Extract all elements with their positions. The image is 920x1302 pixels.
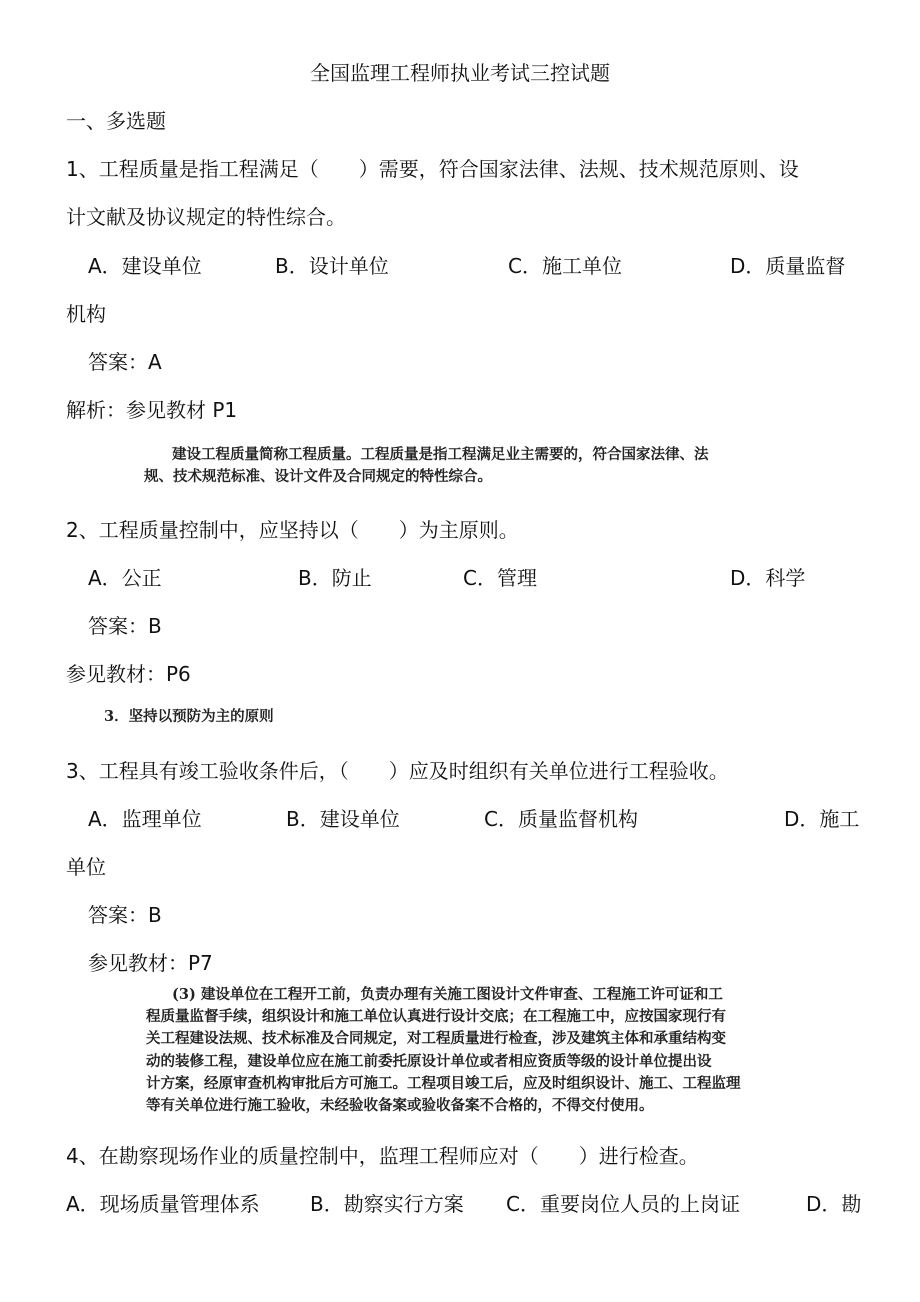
q3-textbook-excerpt xyxy=(146,984,741,1117)
q3-option-b: B．建设单位 xyxy=(286,807,400,831)
q1-textbook-excerpt xyxy=(144,444,709,488)
q2-option-b: B．防止 xyxy=(298,566,372,590)
q2-option-c: C．管理 xyxy=(463,566,537,590)
q3-excerpt-line: 计方案，经原审查机构审批后方可施工。工程项目竣工后，应及时组织设计、施工、工程监理 xyxy=(146,1074,741,1092)
q2-option-d: D．科学 xyxy=(730,566,806,590)
q3-answer: 答案：B xyxy=(88,903,162,927)
q4-option-d: D．勘 xyxy=(806,1192,862,1216)
q1-answer: 答案：A xyxy=(88,350,162,374)
q4-option-a: A．现场质量管理体系 xyxy=(66,1192,260,1216)
q3-option-d: D．施工 xyxy=(784,807,860,831)
q1-analysis: 解析：参见教材 P1 xyxy=(66,398,238,422)
q3-excerpt-line: 关工程建设法规、技术标准及合同规定，对工程质量进行检查，涉及建筑主体和承重结构变 xyxy=(146,1030,726,1048)
section-heading: 一、多选题 xyxy=(66,109,166,133)
q2-stem: 2、工程质量控制中，应坚持以（ ）为主原则。 xyxy=(66,518,519,542)
q1-excerpt-line: 规、技术规范标准、设计文件及合同规定的特性综合。 xyxy=(144,468,492,486)
q4-stem: 4、在勘察现场作业的质量控制中，监理工程师应对（ ）进行检查。 xyxy=(66,1144,699,1168)
q3-excerpt-line: 程质量监督手续，组织设计和施工单位认真进行设计交底；在工程施工中，应按国家现行有 xyxy=(146,1008,726,1026)
q3-excerpt-line: 等有关单位进行施工验收，未经验收备案或验收备案不合格的，不得交付使用。 xyxy=(146,1097,654,1115)
q3-option-a: A．监理单位 xyxy=(88,807,202,831)
document-title: 全国监理工程师执业考试三控试题 xyxy=(310,61,610,85)
q4-option-b: B．勘察实行方案 xyxy=(310,1192,464,1216)
q3-stem: 3、工程具有竣工验收条件后，（ ）应及时组织有关单位进行工程验收。 xyxy=(66,759,729,783)
q1-option-d: D．质量监督 xyxy=(730,254,846,278)
q3-option-c: C．质量监督机构 xyxy=(484,807,638,831)
q3-excerpt-line: (3) 建设单位在工程开工前，负责办理有关施工图设计文件审查、工程施工许可证和工 xyxy=(172,986,723,1003)
q1-option-c: C．施工单位 xyxy=(508,254,622,278)
q3-reference: 参见教材：P7 xyxy=(88,951,213,975)
q2-answer: 答案：B xyxy=(88,614,162,638)
q4-option-c: C．重要岗位人员的上岗证 xyxy=(506,1192,740,1216)
q1-option-a: A．建设单位 xyxy=(88,254,202,278)
q3-option-wrap: 单位 xyxy=(66,855,106,879)
q3-excerpt-line: 动的装修工程，建设单位应在施工前委托原设计单位或者相应资质等级的设计单位提出设 xyxy=(146,1052,712,1070)
q1-option-b: B．设计单位 xyxy=(275,254,389,278)
q1-stem-line1: 1、工程质量是指工程满足（ ）需要，符合国家法律、法规、技术规范原则、设 xyxy=(66,157,799,181)
q2-reference: 参见教材：P6 xyxy=(66,662,191,686)
q2-textbook-excerpt: 3．坚持以预防为主的原则 xyxy=(104,708,274,725)
q1-option-wrap: 机构 xyxy=(66,302,106,326)
q2-option-a: A．公正 xyxy=(88,566,162,590)
q1-stem-line2: 计文献及协议规定的特性综合。 xyxy=(66,205,346,229)
q1-excerpt-line: 建设工程质量简称工程质量。工程质量是指工程满足业主需要的，符合国家法律、法 xyxy=(172,446,709,463)
